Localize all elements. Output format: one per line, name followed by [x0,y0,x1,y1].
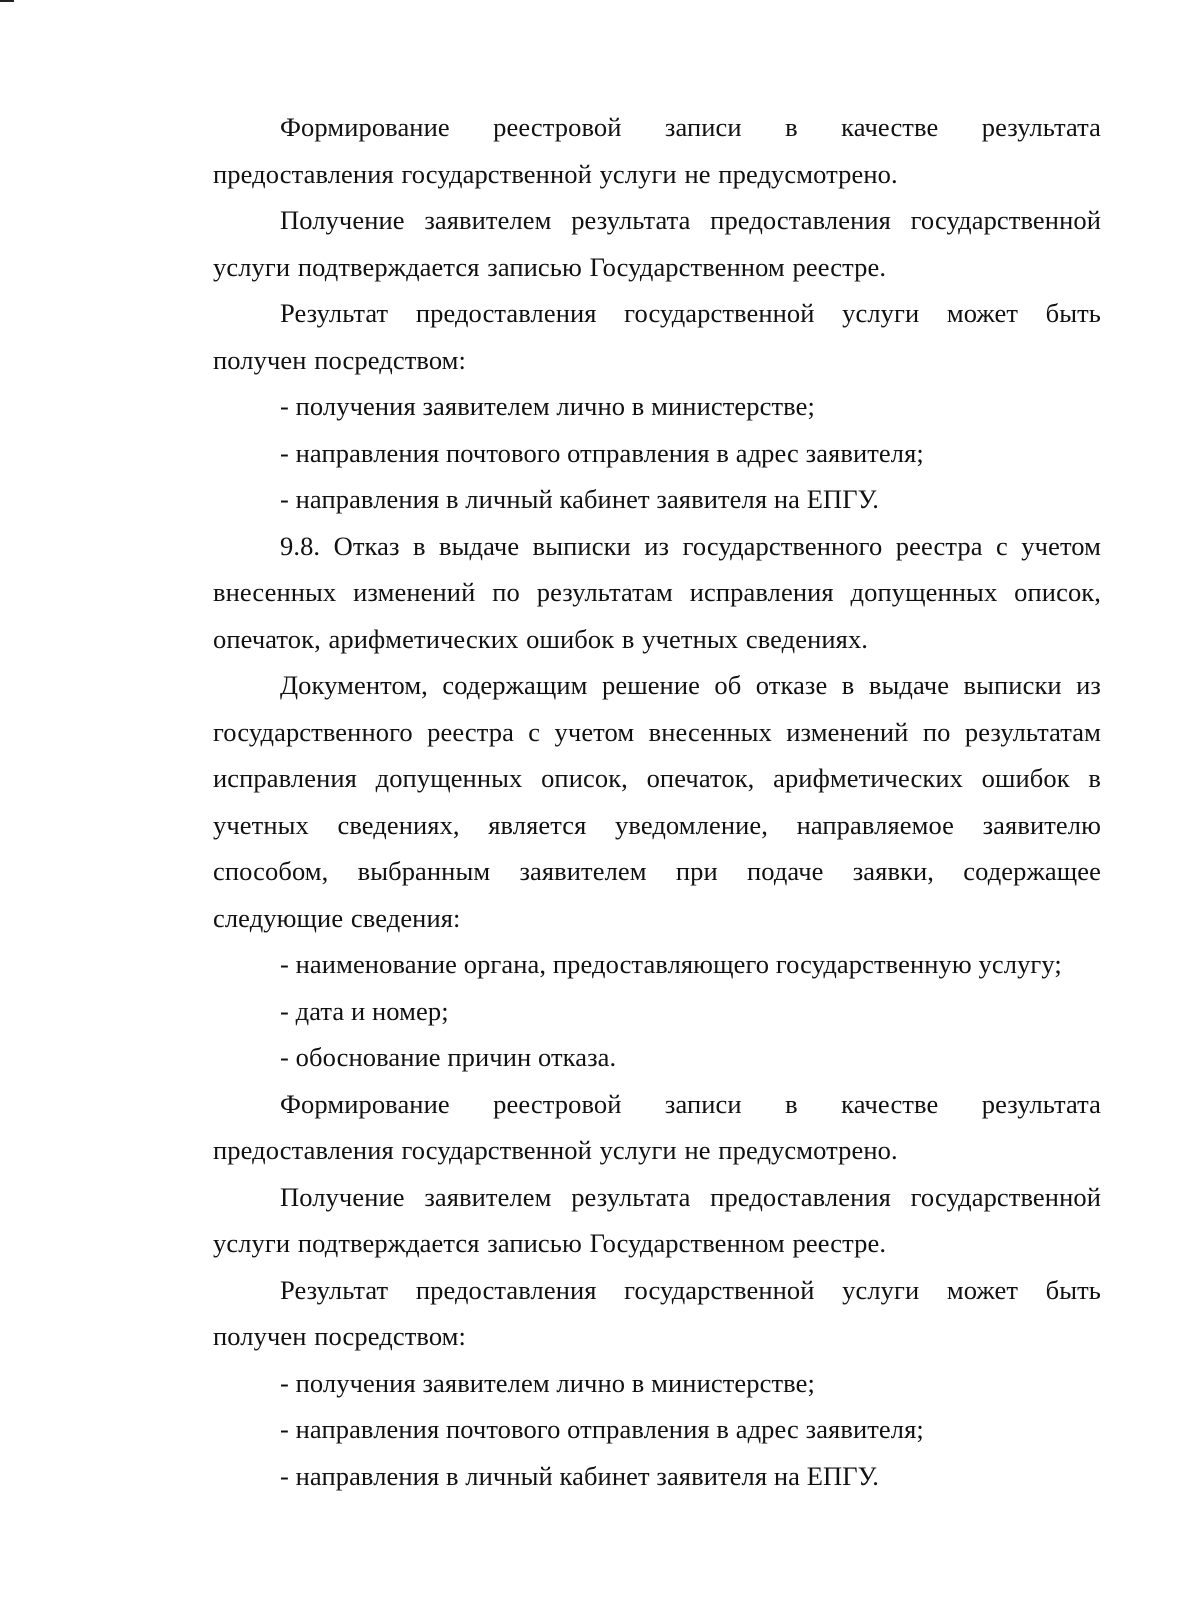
scan-corner-mark [0,0,14,2]
list-item-postal-1: - направления почтового отправления в адрес заявителя; [280,437,924,468]
list-item-postal-2: - направления почтового отправления в адрес заявителя; [280,1414,924,1444]
paragraph-receipt-confirmation-1: Получение заявителем результата предоставления государственной услуги подтверждается записью Государственном реестре. [213,205,1101,282]
list-item-refusal-reasons: - обоснование причин отказа. [280,1042,617,1072]
paragraph-registry-entry-2: Формирование реестровой записи в качестве результата предоставления государственной услуги не предусмотрено. [213,1088,1101,1165]
paragraph-section-9-8: 9.8. Отказ в выдаче выписки из государственного реестра с учетом внесенных изменений по результатам исправления допущенных описок, опечаток, арифметических ошибок в учетных сведениях. [213,530,1101,654]
document-body [213,104,1101,1499]
list-item-epgu-1: - направления в личный кабинет заявителя на ЕПГУ. [280,484,879,514]
paragraph-refusal-document: Документом, содержащим решение об отказе в выдаче выписки из государственного реестра с учетом внесенных изменений по результатам исправления допущенных описок, опечаток, арифметических ошибок в учетных сведениях, является уведомление, направляемое заявителю способом, выбранным заявителем при подаче заявки, содержащее следующие сведения: [213,670,1101,933]
paragraph-receipt-confirmation-2: Получение заявителем результата предоставления государственной услуги подтверждается записью Государственном реестре. [213,1181,1101,1258]
paragraph-result-methods-1: Результат предоставления государственной услуги может быть получен посредством: [213,298,1101,375]
list-item-authority-name: - наименование органа, предоставляющего государственную услугу; [280,949,1062,979]
paragraph-result-methods-2: Результат предоставления государственной услуги может быть получен посредством: [213,1274,1101,1351]
list-item-epgu-2: - направления в личный кабинет заявителя на ЕПГУ. [280,1460,879,1491]
list-item-in-person-2: - получения заявителем лично в министерстве; [280,1367,815,1398]
paragraph-registry-entry-1: Формирование реестровой записи в качестве результата предоставления государственной услуги не предусмотрено. [213,112,1101,189]
list-item-in-person-1: - получения заявителем лично в министерстве; [280,391,815,421]
list-item-date-number: - дата и номер; [280,995,449,1026]
